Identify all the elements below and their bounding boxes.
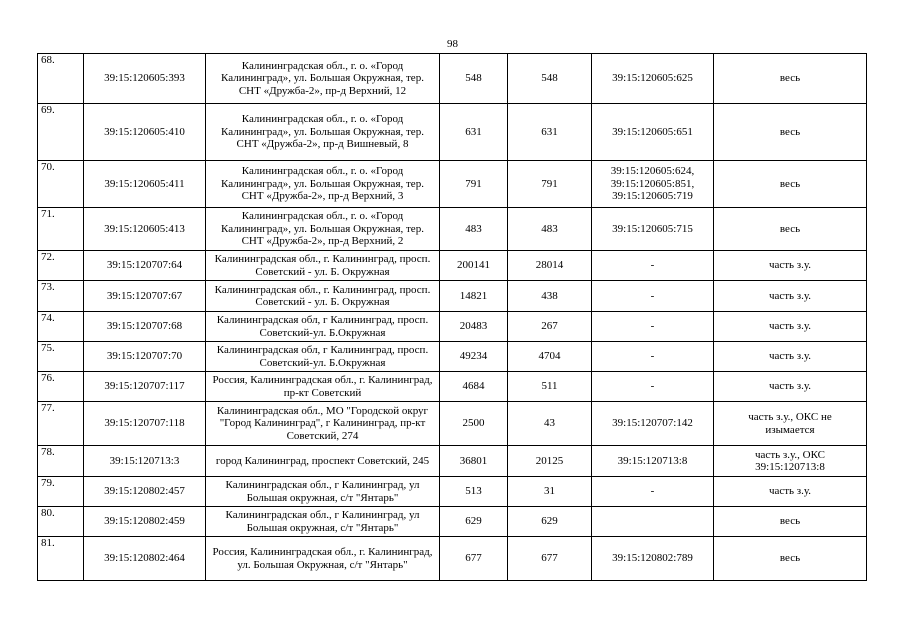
cadastral-number: 39:15:120707:118 [84,402,206,446]
extent: часть з.у. [714,372,867,402]
address: Калининградская обл, г Калининград, просп. Советский-ул. Б.Окружная [206,312,440,342]
address: Калининградская обл, г Калининград, просп. Советский-ул. Б.Окружная [206,342,440,372]
area-encumbered: 43 [508,402,592,446]
extent: весь [714,161,867,208]
area-total: 14821 [440,281,508,312]
table-row [38,507,867,537]
cadastral-number: 39:15:120605:413 [84,208,206,251]
area-total: 631 [440,104,508,161]
linked-numbers: 39:15:120802:789 [592,537,714,581]
table-row [38,208,867,251]
cadastral-number: 39:15:120707:70 [84,342,206,372]
row-number: 73. [38,281,84,312]
address: город Калининград, проспект Советский, 245 [206,446,440,477]
address: Калининградская обл., г. Калининград, просп. Советский - ул. Б. Окружная [206,251,440,281]
land-plots-table [37,53,867,581]
row-number: 80. [38,507,84,537]
area-encumbered: 511 [508,372,592,402]
linked-numbers: 39:15:120605:624, 39:15:120605:851, 39:15:120605:719 [592,161,714,208]
cadastral-number: 39:15:120713:3 [84,446,206,477]
extent: весь [714,537,867,581]
extent: часть з.у. [714,312,867,342]
area-total: 20483 [440,312,508,342]
row-number: 74. [38,312,84,342]
table-row [38,537,867,581]
cadastral-number: 39:15:120605:411 [84,161,206,208]
area-total: 513 [440,477,508,507]
extent: весь [714,507,867,537]
extent: часть з.у., ОКС 39:15:120713:8 [714,446,867,477]
area-total: 483 [440,208,508,251]
table-row [38,446,867,477]
table-row [38,104,867,161]
area-encumbered: 631 [508,104,592,161]
area-total: 791 [440,161,508,208]
row-number: 79. [38,477,84,507]
linked-numbers: 39:15:120707:142 [592,402,714,446]
area-encumbered: 28014 [508,251,592,281]
cadastral-number: 39:15:120802:459 [84,507,206,537]
row-number: 72. [38,251,84,281]
area-encumbered: 629 [508,507,592,537]
table-row [38,312,867,342]
area-total: 49234 [440,342,508,372]
address: Калининградская обл., г. о. «Город Калининград», ул. Большая Окружная, тер. СНТ «Дружба-2», пр-д Верхний, 3 [206,161,440,208]
address: Калининградская обл., г. о. «Город Калининград», ул. Большая Окружная, тер. СНТ «Дружба-2», пр-д Вишневый, 8 [206,104,440,161]
table-row [38,372,867,402]
table-row [38,402,867,446]
extent: весь [714,104,867,161]
linked-numbers: 39:15:120605:651 [592,104,714,161]
linked-numbers: - [592,372,714,402]
area-total: 548 [440,54,508,104]
linked-numbers: - [592,312,714,342]
address: Россия, Калининградская обл., г. Калининград, ул. Большая Окружная, с/т "Янтарь" [206,537,440,581]
row-number: 70. [38,161,84,208]
cadastral-number: 39:15:120802:457 [84,477,206,507]
row-number: 71. [38,208,84,251]
area-encumbered: 548 [508,54,592,104]
table-row [38,477,867,507]
linked-numbers [592,507,714,537]
area-encumbered: 791 [508,161,592,208]
address: Калининградская обл., г Калининград, ул Большая окружная, с/т "Янтарь" [206,507,440,537]
linked-numbers: 39:15:120605:715 [592,208,714,251]
area-total: 200141 [440,251,508,281]
cadastral-number: 39:15:120605:393 [84,54,206,104]
table-row [38,161,867,208]
cadastral-number: 39:15:120707:117 [84,372,206,402]
area-total: 2500 [440,402,508,446]
area-encumbered: 20125 [508,446,592,477]
table-row [38,281,867,312]
extent: часть з.у. [714,281,867,312]
linked-numbers: 39:15:120713:8 [592,446,714,477]
address: Калининградская обл., МО "Городской округ "Город Калининград", г Калининград, пр-кт Советский, 274 [206,402,440,446]
row-number: 81. [38,537,84,581]
address: Россия, Калининградская обл., г. Калининград, пр-кт Советский [206,372,440,402]
linked-numbers: - [592,342,714,372]
row-number: 75. [38,342,84,372]
linked-numbers: - [592,251,714,281]
extent: часть з.у. [714,251,867,281]
address: Калининградская обл., г. о. «Город Калининград», ул. Большая Окружная, тер. СНТ «Дружба-2», пр-д Верхний, 12 [206,54,440,104]
page-number: 98 [447,38,458,50]
address: Калининградская обл., г. Калининград, просп. Советский - ул. Б. Окружная [206,281,440,312]
linked-numbers: - [592,477,714,507]
address: Калининградская обл., г. о. «Город Калининград», ул. Большая Окружная, тер. СНТ «Дружба-2», пр-д Верхний, 2 [206,208,440,251]
area-encumbered: 267 [508,312,592,342]
extent: часть з.у. [714,342,867,372]
table-row [38,251,867,281]
linked-numbers: - [592,281,714,312]
row-number: 78. [38,446,84,477]
extent: часть з.у. [714,477,867,507]
extent: часть з.у., ОКС не изымается [714,402,867,446]
area-encumbered: 31 [508,477,592,507]
table-row [38,342,867,372]
extent: весь [714,208,867,251]
cadastral-number: 39:15:120802:464 [84,537,206,581]
row-number: 68. [38,54,84,104]
row-number: 77. [38,402,84,446]
row-number: 69. [38,104,84,161]
cadastral-number: 39:15:120707:64 [84,251,206,281]
area-total: 4684 [440,372,508,402]
cadastral-number: 39:15:120707:68 [84,312,206,342]
cadastral-number: 39:15:120605:410 [84,104,206,161]
area-encumbered: 483 [508,208,592,251]
area-encumbered: 4704 [508,342,592,372]
table-body [38,54,867,581]
table-row [38,54,867,104]
linked-numbers: 39:15:120605:625 [592,54,714,104]
extent: весь [714,54,867,104]
area-total: 629 [440,507,508,537]
area-encumbered: 677 [508,537,592,581]
cadastral-number: 39:15:120707:67 [84,281,206,312]
area-total: 36801 [440,446,508,477]
area-total: 677 [440,537,508,581]
address: Калининградская обл., г Калининград, ул Большая окружная, с/т "Янтарь" [206,477,440,507]
row-number: 76. [38,372,84,402]
area-encumbered: 438 [508,281,592,312]
